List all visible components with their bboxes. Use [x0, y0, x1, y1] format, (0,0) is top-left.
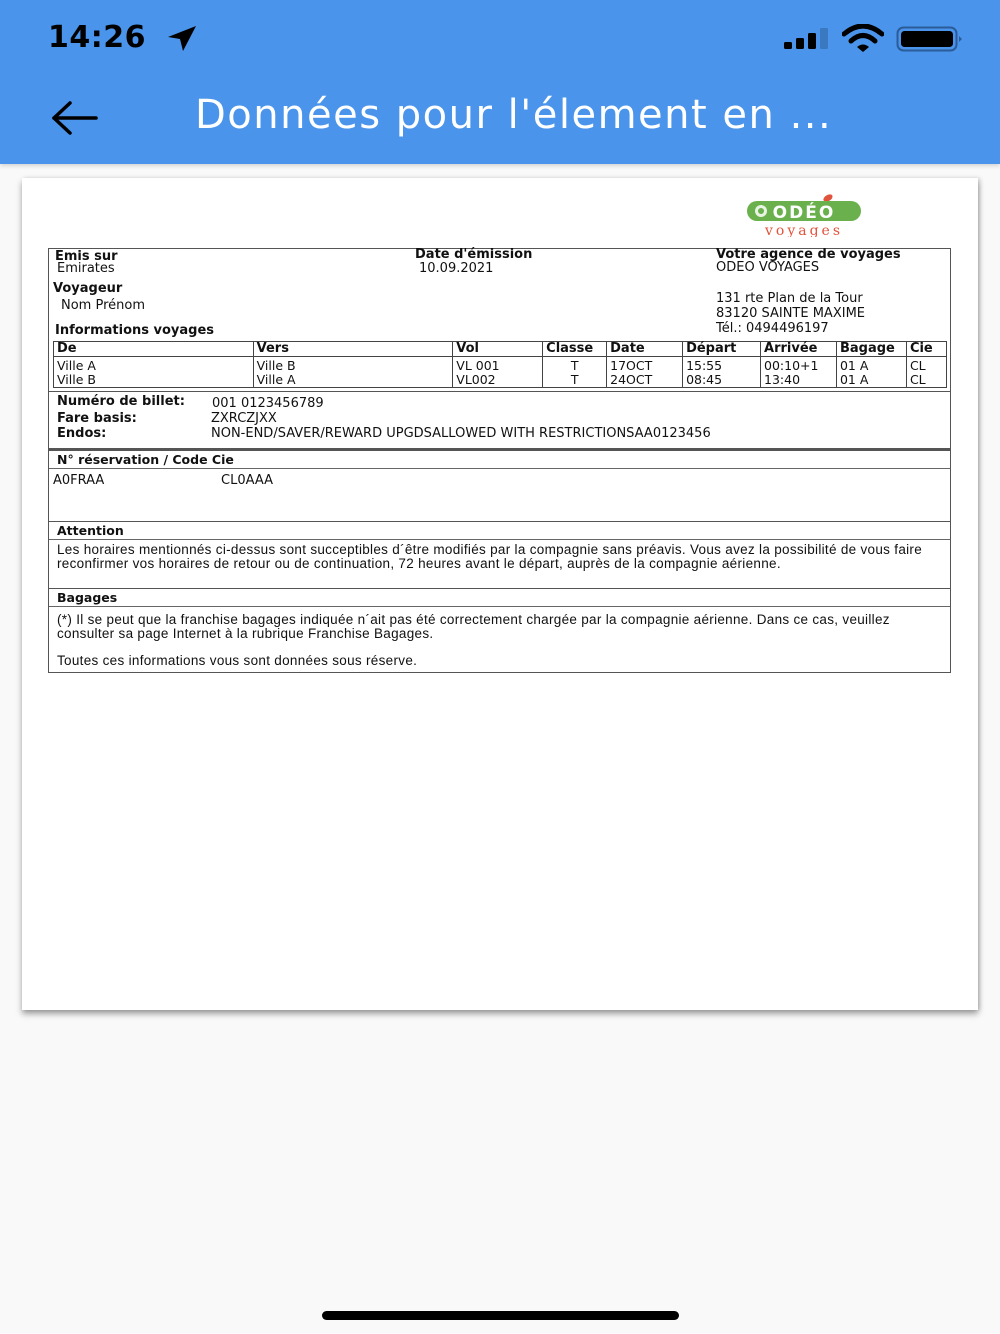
col-header-vol: Vol	[453, 342, 543, 357]
fare-basis-value: ZXRCZJXX	[211, 411, 277, 426]
col-header-vers: Vers	[253, 342, 453, 357]
flight-2-vol: VL002	[456, 372, 496, 387]
agence-tel: Tél.: 0494496197	[716, 321, 829, 336]
numero-billet-value: 001 0123456789	[212, 396, 324, 411]
flight-2-date: 24OCT	[610, 372, 653, 387]
cell-de	[54, 357, 254, 388]
arrow-left-icon	[54, 103, 96, 133]
col-header-bagage: Bagage	[836, 342, 906, 357]
agence-address1: 131 rte Plan de la Tour	[716, 291, 863, 306]
col-header-depart: Départ	[683, 342, 761, 357]
bagages-text: (*) Il se peut que la franchise bagages indiquée n´ait pas été correctement chargée par la compagnie aérienne. Dans ce cas, veuillez consulter sa page Internet à la rubrique Franchise Bagages.	[57, 612, 890, 641]
bagages-section	[49, 588, 950, 672]
bagages-label: Bagages	[49, 589, 950, 607]
emis-sur-label: Emis sur	[55, 249, 118, 264]
endos-value: NON-END/SAVER/REWARD UPGDSALLOWED WITH RESTRICTIONSAA0123456	[211, 426, 711, 441]
flight-1-cie: CL	[909, 358, 926, 373]
flights-data-row	[54, 357, 947, 388]
flight-2-depart: 08:45	[686, 372, 723, 387]
col-header-cie: Cie	[906, 342, 946, 357]
endos-label: Endos:	[57, 426, 107, 441]
reservation-label: N° réservation / Code Cie	[49, 451, 950, 469]
flight-1-depart: 15:55	[686, 358, 723, 373]
col-header-arrivee: Arrivée	[761, 342, 837, 357]
document-page	[22, 178, 978, 1010]
reservation-body	[49, 469, 950, 521]
emis-sur-value: Emirates	[57, 261, 115, 276]
flight-1-arrivee: 00:10+1	[764, 358, 819, 373]
page-title: Données pour l'élement en ...	[195, 92, 833, 138]
bagages-disclaimer: Toutes ces informations vous sont données sous réserve.	[57, 653, 418, 668]
odeo-voyages-logo	[744, 192, 864, 237]
cell-cie	[906, 357, 946, 388]
flight-1-bagage: 01 A	[839, 358, 869, 373]
cell-date	[607, 357, 683, 388]
ticket-info-section	[49, 391, 950, 448]
flight-1-classe: T	[570, 358, 579, 373]
agence-name: ODEO VOYAGES	[716, 260, 820, 275]
date-emission-value: 10.09.2021	[419, 261, 494, 276]
app-header	[0, 0, 1000, 164]
cell-depart	[683, 357, 761, 388]
agence-address2: 83120 SAINTE MAXIME	[716, 306, 865, 321]
logo-brand: ODÉO	[772, 203, 836, 223]
cell-vers	[253, 357, 453, 388]
voyageur-value: Nom Prénom	[61, 298, 145, 313]
cell-vol	[453, 357, 543, 388]
flight-1-vol: VL 001	[456, 358, 500, 373]
flight-1-de: Ville A	[57, 358, 96, 373]
location-arrow-icon	[166, 24, 198, 52]
informations-label: Informations voyages	[55, 323, 215, 338]
reservation-numero: A0FRAA	[53, 473, 105, 488]
cellular-signal-icon	[783, 28, 831, 50]
voyageur-label: Voyageur	[53, 281, 123, 296]
flights-table	[53, 341, 947, 388]
cell-arrivee	[761, 357, 837, 388]
bagages-body	[49, 607, 950, 672]
col-header-date: Date	[607, 342, 683, 357]
flight-2-classe: T	[570, 372, 579, 387]
flight-2-vers: Ville A	[256, 372, 296, 387]
status-time: 14:26	[48, 20, 146, 55]
cell-classe	[543, 357, 607, 388]
battery-icon	[896, 26, 964, 52]
home-indicator[interactable]	[322, 1311, 679, 1320]
logo-sub: voyages	[764, 223, 844, 237]
flight-2-arrivee: 13:40	[764, 372, 801, 387]
ticket-header	[49, 249, 950, 341]
flight-1-vers: Ville B	[256, 358, 296, 373]
reservation-code-cie: CL0AAA	[221, 473, 273, 488]
agence-label: Votre agence de voyages	[716, 247, 901, 262]
wifi-icon	[842, 24, 884, 52]
ticket-frame	[48, 248, 951, 673]
back-button[interactable]	[48, 96, 102, 140]
attention-label: Attention	[49, 522, 950, 540]
attention-text: Les horaires mentionnés ci-dessus sont succeptibles d´être modifiés par la compagnie sans préavis. Vous avez la possibilité de vous faire reconfirmer vos horaires de retour ou de continuation, 72 heures avant le départ, auprès de la compagnie aérienne.	[57, 542, 923, 571]
cell-bagage	[836, 357, 906, 388]
flight-2-bagage: 01 A	[839, 372, 869, 387]
col-header-classe: Classe	[543, 342, 607, 357]
flight-1-date: 17OCT	[610, 358, 653, 373]
flights-header-row	[54, 342, 947, 357]
fare-basis-label: Fare basis:	[57, 411, 137, 426]
flight-2-cie: CL	[909, 372, 926, 387]
flight-2-de: Ville B	[57, 372, 96, 387]
numero-billet-label: Numéro de billet:	[57, 394, 185, 409]
col-header-de: De	[54, 342, 254, 357]
date-emission-label: Date d'émission	[415, 247, 533, 262]
reservation-section	[49, 448, 950, 521]
attention-section	[49, 521, 950, 588]
